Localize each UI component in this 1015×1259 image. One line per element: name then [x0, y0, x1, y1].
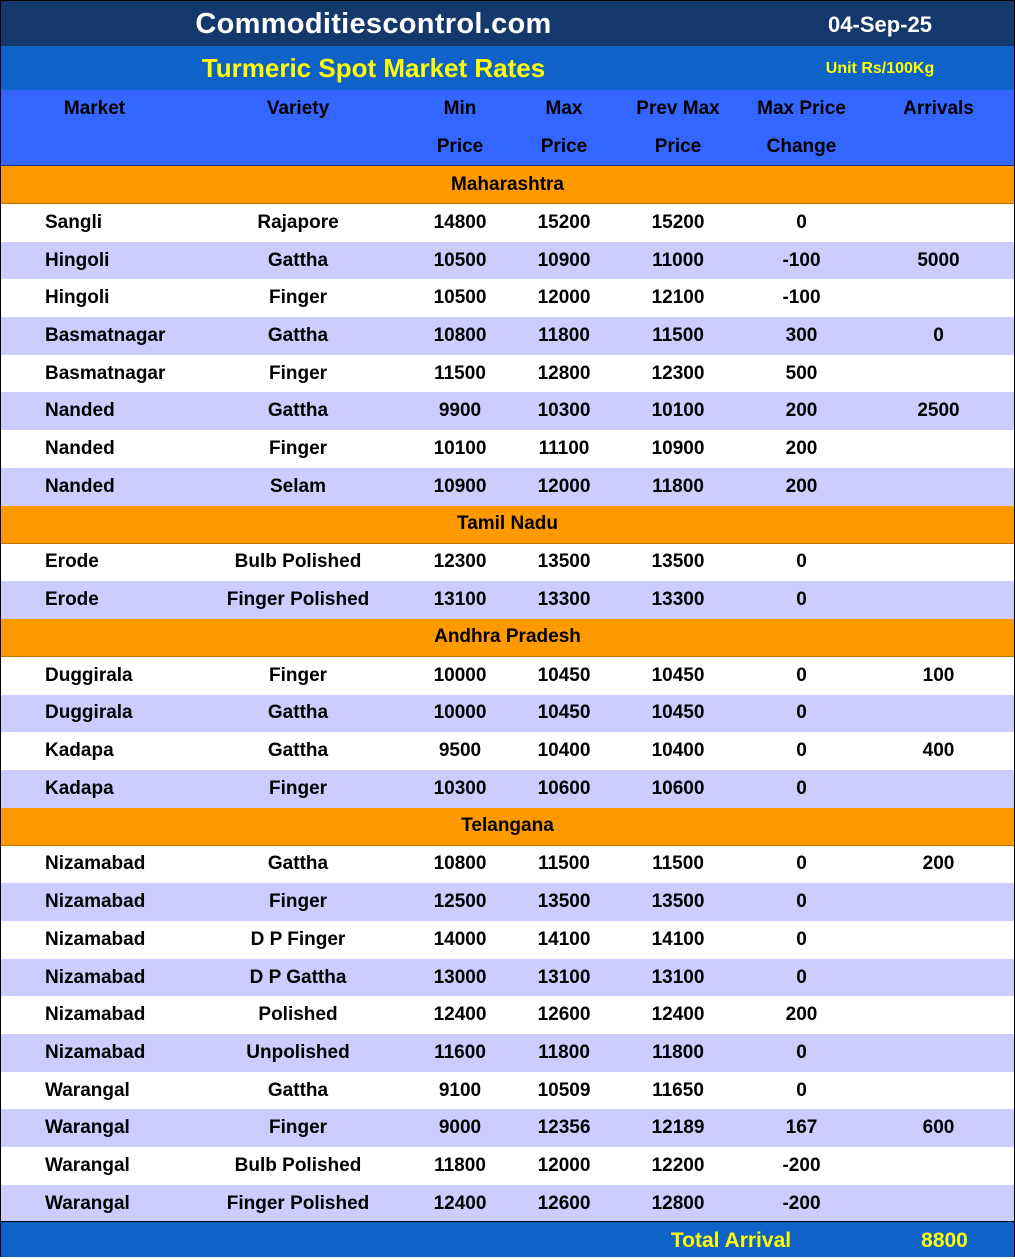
arrivals-cell [863, 468, 1014, 506]
table-row [1, 845, 1014, 883]
prev-max-price-cell: 11500 [616, 845, 740, 883]
table-row [1, 1034, 1014, 1072]
max-price-cell: 10450 [512, 695, 616, 733]
column-header-max-price-change-line2: Change [740, 128, 863, 166]
min-price-cell: 14000 [408, 921, 512, 959]
region-header-row [1, 619, 1014, 657]
prev-max-price-cell: 10900 [616, 430, 740, 468]
arrivals-cell [863, 959, 1014, 997]
prev-max-price-cell: 10600 [616, 770, 740, 808]
market-cell: Erode [1, 581, 188, 619]
min-price-cell: 14800 [408, 204, 512, 242]
region-header-row [1, 506, 1014, 544]
sub-title-bar [1, 46, 1014, 90]
table-row [1, 883, 1014, 921]
table-row [1, 1147, 1014, 1185]
total-arrival-label: Total Arrival [670, 1229, 792, 1252]
variety-cell: Finger [188, 656, 408, 694]
max-price-cell: 10509 [512, 1072, 616, 1110]
min-price-cell: 12300 [408, 543, 512, 581]
column-header-min-price-line2: Price [408, 128, 512, 166]
column-header-market: Market [1, 90, 188, 128]
arrivals-cell [863, 1147, 1014, 1185]
max-price-change-cell: 0 [740, 845, 863, 883]
max-price-cell: 12000 [512, 279, 616, 317]
prev-max-price-cell: 12300 [616, 355, 740, 393]
prev-max-price-cell: 10100 [616, 392, 740, 430]
table-row [1, 430, 1014, 468]
site-name: Commoditiescontrol.com [195, 8, 552, 40]
variety-cell: Finger [188, 430, 408, 468]
max-price-change-cell: 0 [740, 695, 863, 733]
table-row [1, 355, 1014, 393]
variety-cell: Polished [188, 996, 408, 1034]
max-price-change-cell: -100 [740, 279, 863, 317]
max-price-change-cell: 200 [740, 468, 863, 506]
max-price-change-cell: 0 [740, 732, 863, 770]
arrivals-cell [863, 430, 1014, 468]
arrivals-cell: 200 [863, 845, 1014, 883]
max-price-change-cell: 500 [740, 355, 863, 393]
table-row [1, 581, 1014, 619]
market-cell: Duggirala [1, 695, 188, 733]
max-price-change-cell: 0 [740, 656, 863, 694]
table-row [1, 996, 1014, 1034]
max-price-cell: 15200 [512, 204, 616, 242]
min-price-cell: 10900 [408, 468, 512, 506]
max-price-cell: 10900 [512, 242, 616, 280]
min-price-cell: 12500 [408, 883, 512, 921]
variety-cell: Gattha [188, 845, 408, 883]
table-row [1, 1109, 1014, 1147]
prev-max-price-cell: 13100 [616, 959, 740, 997]
market-cell: Basmatnagar [1, 317, 188, 355]
region-header-row [1, 166, 1014, 204]
arrivals-cell [863, 204, 1014, 242]
market-cell: Nanded [1, 468, 188, 506]
table-row [1, 317, 1014, 355]
prev-max-price-cell: 10450 [616, 695, 740, 733]
prev-max-price-cell: 12800 [616, 1185, 740, 1223]
max-price-cell: 12800 [512, 355, 616, 393]
column-header-variety-line2 [188, 128, 408, 166]
max-price-change-cell: -200 [740, 1147, 863, 1185]
arrivals-cell: 400 [863, 732, 1014, 770]
market-cell: Sangli [1, 204, 188, 242]
max-price-cell: 11800 [512, 317, 616, 355]
max-price-change-cell: -100 [740, 242, 863, 280]
market-cell: Kadapa [1, 770, 188, 808]
market-cell: Nizamabad [1, 959, 188, 997]
column-header-prev-max-price-line2: Price [616, 128, 740, 166]
report-date: 04-Sep-25 [828, 12, 932, 37]
prev-max-price-cell: 12400 [616, 996, 740, 1034]
arrivals-cell [863, 996, 1014, 1034]
arrivals-cell: 100 [863, 656, 1014, 694]
arrivals-cell [863, 1072, 1014, 1110]
report-title: Turmeric Spot Market Rates [201, 53, 546, 83]
prev-max-price-cell: 11650 [616, 1072, 740, 1110]
arrivals-cell [863, 921, 1014, 959]
arrivals-cell [863, 581, 1014, 619]
max-price-change-cell: 200 [740, 392, 863, 430]
min-price-cell: 12400 [408, 1185, 512, 1223]
max-price-change-cell: 0 [740, 1034, 863, 1072]
market-cell: Nanded [1, 392, 188, 430]
max-price-cell: 10600 [512, 770, 616, 808]
min-price-cell: 10800 [408, 317, 512, 355]
max-price-cell: 12000 [512, 1147, 616, 1185]
max-price-cell: 12000 [512, 468, 616, 506]
max-price-change-cell: 0 [740, 921, 863, 959]
max-price-cell: 13500 [512, 883, 616, 921]
min-price-cell: 10000 [408, 695, 512, 733]
market-cell: Hingoli [1, 279, 188, 317]
table-row [1, 732, 1014, 770]
market-cell: Warangal [1, 1109, 188, 1147]
min-price-cell: 10000 [408, 656, 512, 694]
table-row [1, 770, 1014, 808]
table-row [1, 543, 1014, 581]
variety-cell: Finger Polished [188, 1185, 408, 1223]
title-bar [1, 1, 1014, 46]
variety-cell: Gattha [188, 242, 408, 280]
max-price-change-cell: 0 [740, 543, 863, 581]
min-price-cell: 10300 [408, 770, 512, 808]
table-row [1, 959, 1014, 997]
prev-max-price-cell: 14100 [616, 921, 740, 959]
variety-cell: Finger [188, 770, 408, 808]
max-price-change-cell: 0 [740, 959, 863, 997]
market-cell: Nizamabad [1, 883, 188, 921]
max-price-cell: 10400 [512, 732, 616, 770]
max-price-cell: 12600 [512, 1185, 616, 1223]
prev-max-price-cell: 13300 [616, 581, 740, 619]
min-price-cell: 10100 [408, 430, 512, 468]
arrivals-cell [863, 355, 1014, 393]
max-price-change-cell: 0 [740, 204, 863, 242]
market-cell: Basmatnagar [1, 355, 188, 393]
min-price-cell: 9100 [408, 1072, 512, 1110]
max-price-change-cell: 0 [740, 1072, 863, 1110]
column-header-prev-max-price: Prev Max [616, 90, 740, 128]
region-name: Maharashtra [1, 166, 1014, 204]
variety-cell: Bulb Polished [188, 543, 408, 581]
variety-cell: Finger Polished [188, 581, 408, 619]
table-row [1, 695, 1014, 733]
prev-max-price-cell: 10400 [616, 732, 740, 770]
max-price-change-cell: 300 [740, 317, 863, 355]
max-price-change-cell: 0 [740, 883, 863, 921]
arrivals-cell [863, 279, 1014, 317]
min-price-cell: 12400 [408, 996, 512, 1034]
column-header-arrivals-line2 [863, 128, 1014, 166]
max-price-cell: 14100 [512, 921, 616, 959]
prev-max-price-cell: 13500 [616, 883, 740, 921]
arrivals-cell: 2500 [863, 392, 1014, 430]
max-price-change-cell: 200 [740, 430, 863, 468]
table-row [1, 656, 1014, 694]
min-price-cell: 13100 [408, 581, 512, 619]
prev-max-price-cell: 11800 [616, 1034, 740, 1072]
column-header-market-line2 [1, 128, 188, 166]
market-cell: Nanded [1, 430, 188, 468]
arrivals-cell [863, 695, 1014, 733]
table-row [1, 1185, 1014, 1223]
min-price-cell: 9900 [408, 392, 512, 430]
arrivals-cell: 600 [863, 1109, 1014, 1147]
arrivals-cell [863, 1185, 1014, 1223]
prev-max-price-cell: 12189 [616, 1109, 740, 1147]
rates-table [1, 90, 1014, 1223]
max-price-change-cell: 0 [740, 581, 863, 619]
prev-max-price-cell: 10450 [616, 656, 740, 694]
variety-cell: Finger [188, 883, 408, 921]
table-body [1, 166, 1014, 1223]
market-cell: Kadapa [1, 732, 188, 770]
max-price-change-cell: -200 [740, 1185, 863, 1223]
max-price-cell: 13100 [512, 959, 616, 997]
prev-max-price-cell: 13500 [616, 543, 740, 581]
column-header-max-price-line2: Price [512, 128, 616, 166]
arrivals-cell [863, 543, 1014, 581]
market-cell: Duggirala [1, 656, 188, 694]
table-row [1, 392, 1014, 430]
arrivals-cell: 5000 [863, 242, 1014, 280]
table-row [1, 468, 1014, 506]
table-row [1, 242, 1014, 280]
region-header-row [1, 808, 1014, 846]
min-price-cell: 9000 [408, 1109, 512, 1147]
min-price-cell: 11600 [408, 1034, 512, 1072]
variety-cell: D P Finger [188, 921, 408, 959]
prev-max-price-cell: 15200 [616, 204, 740, 242]
max-price-cell: 10450 [512, 656, 616, 694]
arrivals-cell [863, 883, 1014, 921]
max-price-cell: 13300 [512, 581, 616, 619]
max-price-cell: 11500 [512, 845, 616, 883]
market-cell: Warangal [1, 1185, 188, 1223]
variety-cell: Finger [188, 279, 408, 317]
variety-cell: Gattha [188, 732, 408, 770]
max-price-cell: 12600 [512, 996, 616, 1034]
table-row [1, 279, 1014, 317]
footer-bar [1, 1221, 1014, 1257]
arrivals-cell [863, 1034, 1014, 1072]
max-price-cell: 12356 [512, 1109, 616, 1147]
variety-cell: Selam [188, 468, 408, 506]
min-price-cell: 9500 [408, 732, 512, 770]
market-cell: Warangal [1, 1072, 188, 1110]
market-cell: Nizamabad [1, 921, 188, 959]
table-row [1, 1072, 1014, 1110]
region-name: Andhra Pradesh [1, 619, 1014, 657]
table-row [1, 921, 1014, 959]
market-cell: Erode [1, 543, 188, 581]
prev-max-price-cell: 11800 [616, 468, 740, 506]
market-cell: Nizamabad [1, 845, 188, 883]
variety-cell: Finger [188, 1109, 408, 1147]
variety-cell: Bulb Polished [188, 1147, 408, 1185]
variety-cell: Gattha [188, 695, 408, 733]
market-cell: Nizamabad [1, 1034, 188, 1072]
prev-max-price-cell: 12100 [616, 279, 740, 317]
min-price-cell: 11800 [408, 1147, 512, 1185]
variety-cell: Gattha [188, 1072, 408, 1110]
variety-cell: Finger [188, 355, 408, 393]
max-price-cell: 11800 [512, 1034, 616, 1072]
variety-cell: D P Gattha [188, 959, 408, 997]
min-price-cell: 11500 [408, 355, 512, 393]
variety-cell: Gattha [188, 392, 408, 430]
column-header-arrivals: Arrivals [863, 90, 1014, 128]
column-header-max-price-change: Max Price [740, 90, 863, 128]
variety-cell: Rajapore [188, 204, 408, 242]
max-price-change-cell: 0 [740, 770, 863, 808]
arrivals-cell [863, 770, 1014, 808]
min-price-cell: 10800 [408, 845, 512, 883]
min-price-cell: 10500 [408, 279, 512, 317]
prev-max-price-cell: 11000 [616, 242, 740, 280]
max-price-cell: 10300 [512, 392, 616, 430]
max-price-change-cell: 167 [740, 1109, 863, 1147]
column-header-min-price: Min [408, 90, 512, 128]
column-header-max-price: Max [512, 90, 616, 128]
max-price-change-cell: 200 [740, 996, 863, 1034]
min-price-cell: 13000 [408, 959, 512, 997]
variety-cell: Unpolished [188, 1034, 408, 1072]
market-cell: Warangal [1, 1147, 188, 1185]
column-header-variety: Variety [188, 90, 408, 128]
market-cell: Nizamabad [1, 996, 188, 1034]
region-name: Telangana [1, 808, 1014, 846]
max-price-cell: 11100 [512, 430, 616, 468]
total-arrival-value: 8800 [921, 1229, 968, 1252]
table-row [1, 204, 1014, 242]
prev-max-price-cell: 12200 [616, 1147, 740, 1185]
table-header [1, 90, 1014, 166]
variety-cell: Gattha [188, 317, 408, 355]
max-price-cell: 13500 [512, 543, 616, 581]
unit-label: Unit Rs/100Kg [825, 60, 935, 77]
region-name: Tamil Nadu [1, 506, 1014, 544]
prev-max-price-cell: 11500 [616, 317, 740, 355]
market-cell: Hingoli [1, 242, 188, 280]
arrivals-cell: 0 [863, 317, 1014, 355]
min-price-cell: 10500 [408, 242, 512, 280]
